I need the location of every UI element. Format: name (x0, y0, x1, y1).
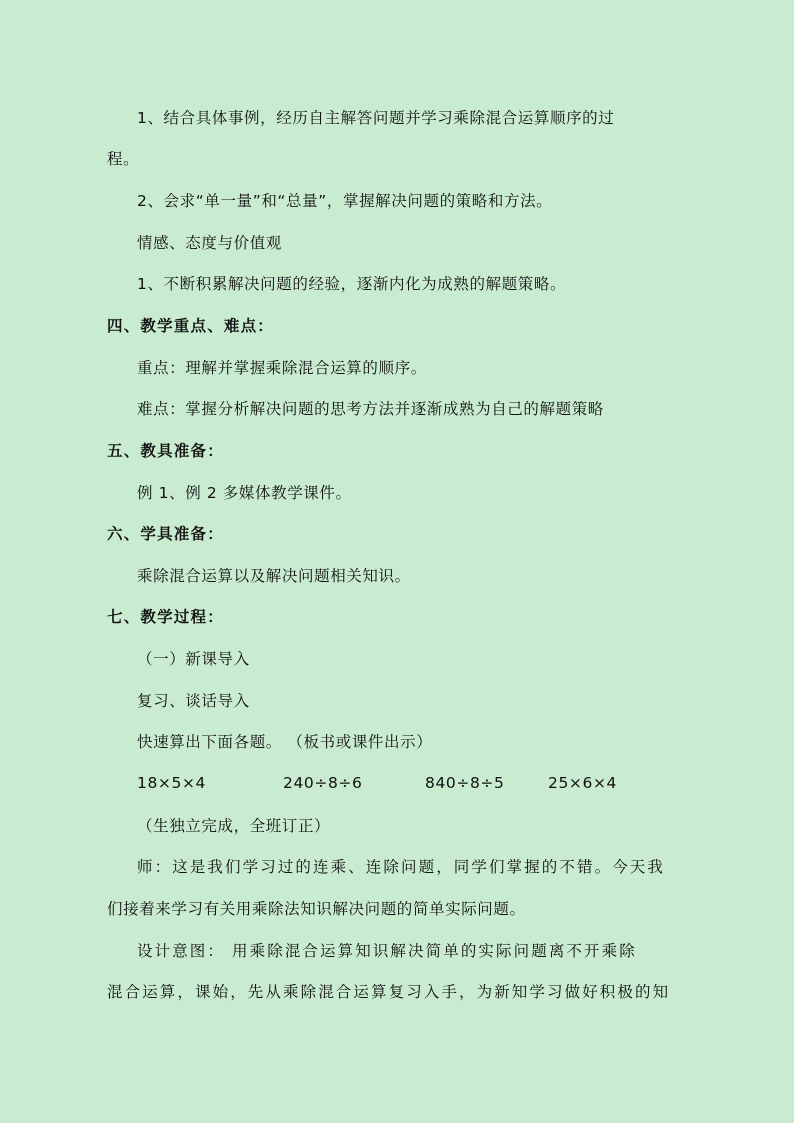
section-7-heading: 七、教学过程： (107, 608, 224, 626)
design-intent: 设计意图： 用乘除混合运算知识解决简单的实际问题离不开乘除 (137, 942, 637, 960)
goal-item-2: 2、会求“单一量”和“总量”，掌握解决问题的策略和方法。 (137, 192, 553, 210)
attitude-item-1: 1、不断积累解决问题的经验，逐渐内化为成熟的解题策略。 (137, 275, 567, 293)
quick-calc-task: 快速算出下面各题。 （板书或课件出示） (137, 733, 433, 751)
goal-item-1-continued: 程。 (107, 150, 140, 168)
section-5-heading: 五、教具准备： (107, 442, 224, 460)
section-6-heading: 六、学具准备： (107, 525, 224, 543)
teacher-remark: 师：这是我们学习过的连乘、连除问题，同学们掌握的不错。今天我 (137, 858, 666, 876)
goal-item-1: 1、结合具体事例，经历自主解答问题并学习乘除混合运算顺序的过 (137, 109, 615, 127)
review-intro: 复习、谈话导入 (137, 692, 250, 710)
key-point: 重点：理解并掌握乘除混合运算的顺序。 (137, 359, 427, 377)
subsection-new-lesson-intro: （一）新课导入 (137, 650, 250, 668)
student-note: （生独立完成，全班订正） (137, 817, 331, 835)
expression-2: 240÷8÷6 (283, 774, 363, 792)
learning-aids: 乘除混合运算以及解决问题相关知识。 (137, 567, 411, 585)
difficulty: 难点：掌握分析解决问题的思考方法并逐渐成熟为自己的解题策略 (137, 400, 604, 418)
design-intent-continued: 混合运算，课始，先从乘除混合运算复习入手，为新知学习做好积极的知 (107, 983, 671, 1001)
attitude-title: 情感、态度与价值观 (137, 234, 282, 252)
expression-row (0, 772, 794, 794)
expression-3: 840÷8÷5 (425, 774, 505, 792)
teacher-remark-continued: 们接着来学习有关用乘除法知识解决问题的简单实际问题。 (107, 900, 526, 918)
expression-4: 25×6×4 (548, 774, 618, 792)
teaching-aids: 例 1、例 2 多媒体教学课件。 (137, 484, 352, 502)
section-4-heading: 四、教学重点、难点： (107, 317, 275, 335)
expression-1: 18×5×4 (137, 774, 207, 792)
